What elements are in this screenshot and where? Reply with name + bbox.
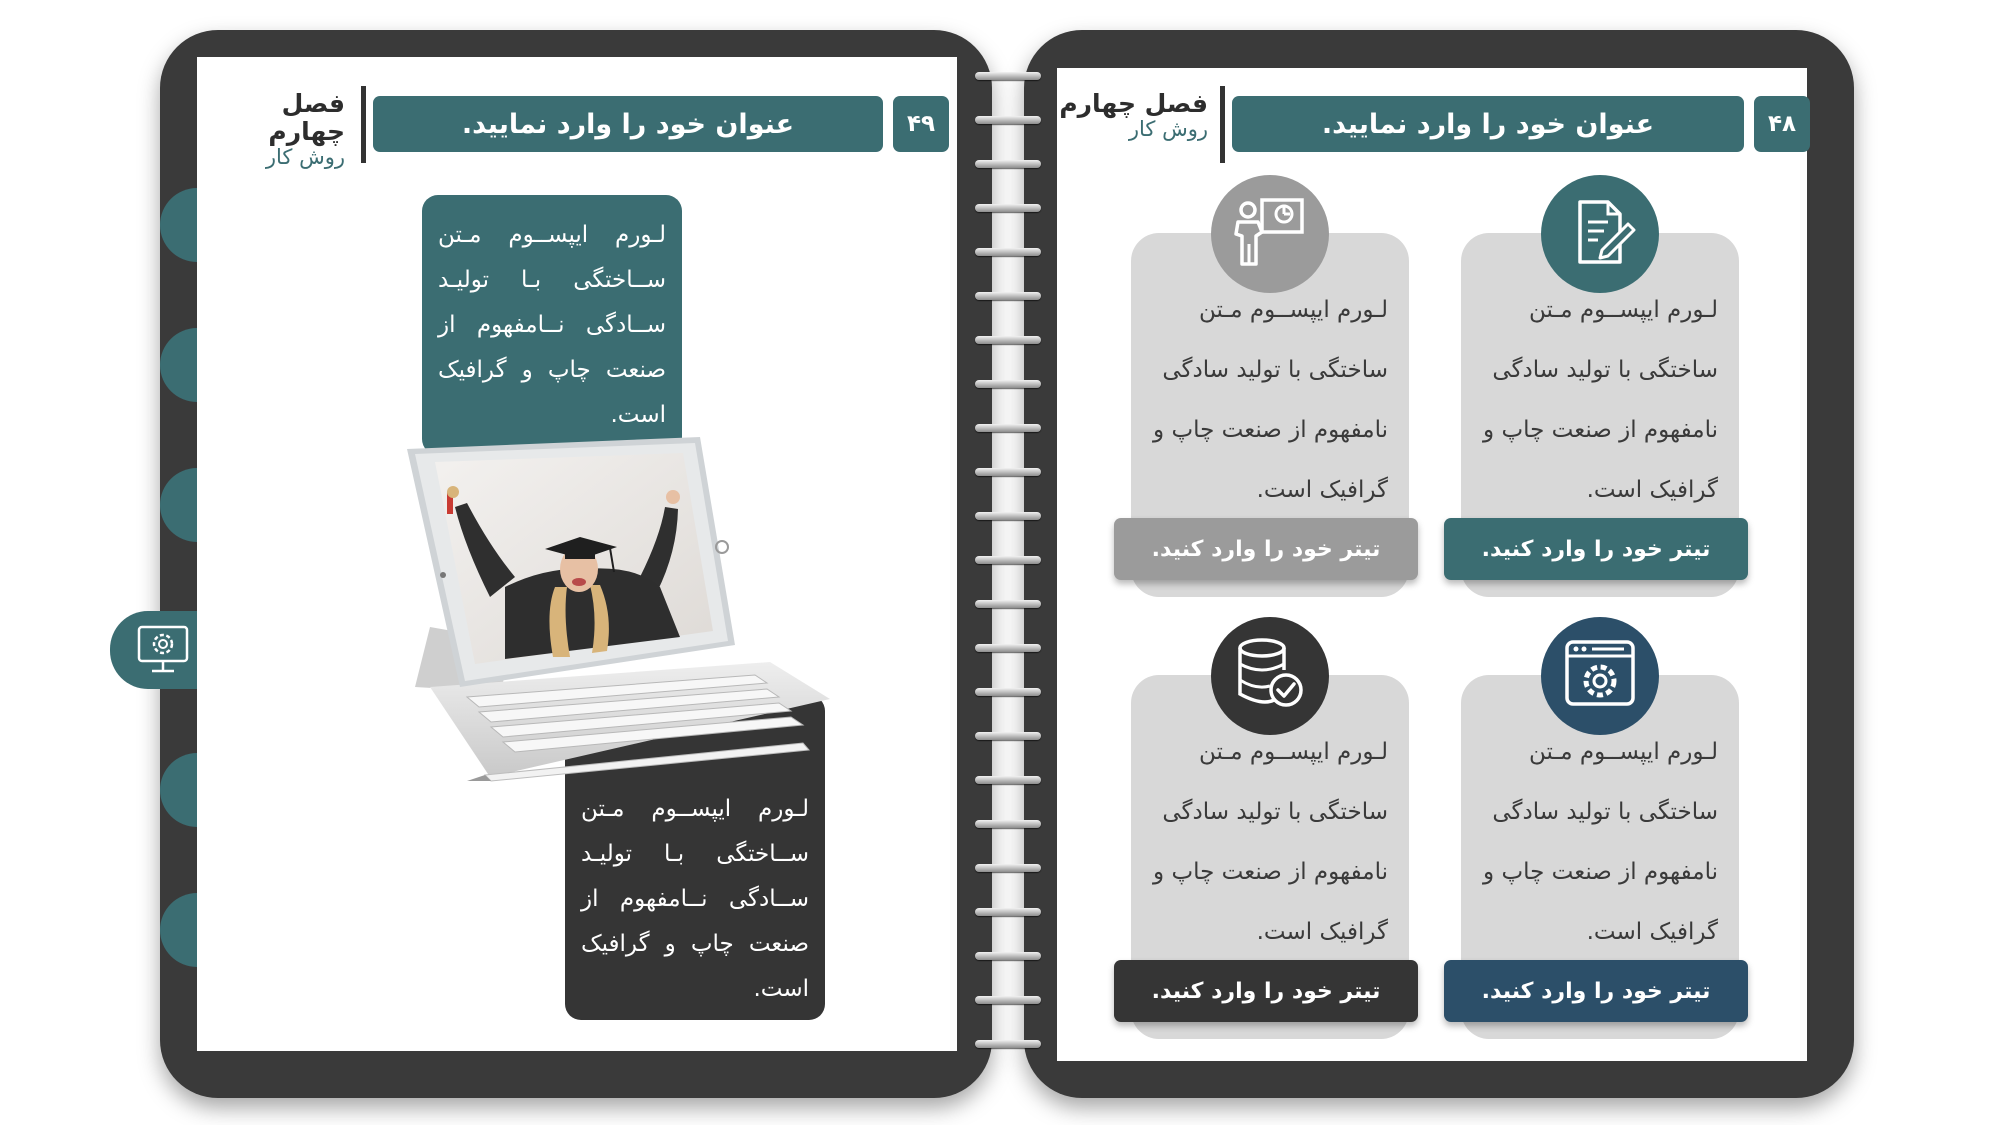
chapter-title: فصل چهارم <box>1059 89 1208 118</box>
chapter-title: فصل چهارم <box>268 89 345 146</box>
tablet-photo-illustration <box>395 437 835 782</box>
feature-card-icon-badge <box>1541 175 1659 293</box>
spiral-binding <box>972 58 1044 1058</box>
right-page-number: ۴۸ <box>1754 96 1810 152</box>
active-chapter-tab[interactable] <box>110 611 200 689</box>
left-page-number: ۴۹ <box>893 96 949 152</box>
feature-card-text: لـورم ایپســوم مـتن ساختگی با تولید سادگی نامفهوم از صنعت چاپ و گرافیک است. <box>1483 297 1718 503</box>
chapter-subtitle: روش کار <box>1128 117 1208 141</box>
header-divider <box>361 86 366 163</box>
feature-card-text: لـورم ایپســوم مـتن ساختگی با تولید سادگی نامفهوم از صنعت چاپ و گرافیک است. <box>1483 739 1718 945</box>
chapter-subtitle: روش کار <box>265 145 345 169</box>
presentation-person-icon <box>1232 194 1308 274</box>
feature-card-icon-badge <box>1211 617 1329 735</box>
feature-card-button[interactable]: تیتر خود را وارد کنید. <box>1114 960 1418 1022</box>
header-divider <box>1220 86 1225 163</box>
right-chapter-heading <box>1058 90 1208 142</box>
feature-card-button[interactable]: تیتر خود را وارد کنید. <box>1444 518 1748 580</box>
right-page-title: عنوان خود را وارد نمایید. <box>1232 96 1744 152</box>
feature-card-text: لـورم ایپســوم مـتن ساختگی با تولید سادگی نامفهوم از صنعت چاپ و گرافیک است. <box>1153 297 1388 503</box>
feature-card-icon-badge <box>1211 175 1329 293</box>
left-chapter-heading <box>200 90 345 170</box>
feature-card-button[interactable]: تیتر خود را وارد کنید. <box>1114 518 1418 580</box>
callout-bottom: لـورم ایپســوم مـتن ســاختگی بـا تولیـد ســادگی نــامفهوم از صنعت چاپ و گرافیک است. <box>565 695 825 1020</box>
browser-gear-icon <box>1562 636 1638 716</box>
document-edit-icon <box>1564 196 1636 272</box>
feature-card-button[interactable]: تیتر خود را وارد کنید. <box>1444 960 1748 1022</box>
database-check-icon <box>1232 636 1308 716</box>
feature-card-icon-badge <box>1541 617 1659 735</box>
callout-top: لـورم ایپســوم مـتن ســاختگی بـا تولیـد ســادگی نــامفهوم از صنعت چاپ و گرافیک است. <box>422 195 682 455</box>
monitor-gear-icon <box>136 623 190 681</box>
left-page-title: عنوان خود را وارد نمایید. <box>373 96 883 152</box>
feature-card-text: لـورم ایپســوم مـتن ساختگی با تولید سادگی نامفهوم از صنعت چاپ و گرافیک است. <box>1153 739 1388 945</box>
